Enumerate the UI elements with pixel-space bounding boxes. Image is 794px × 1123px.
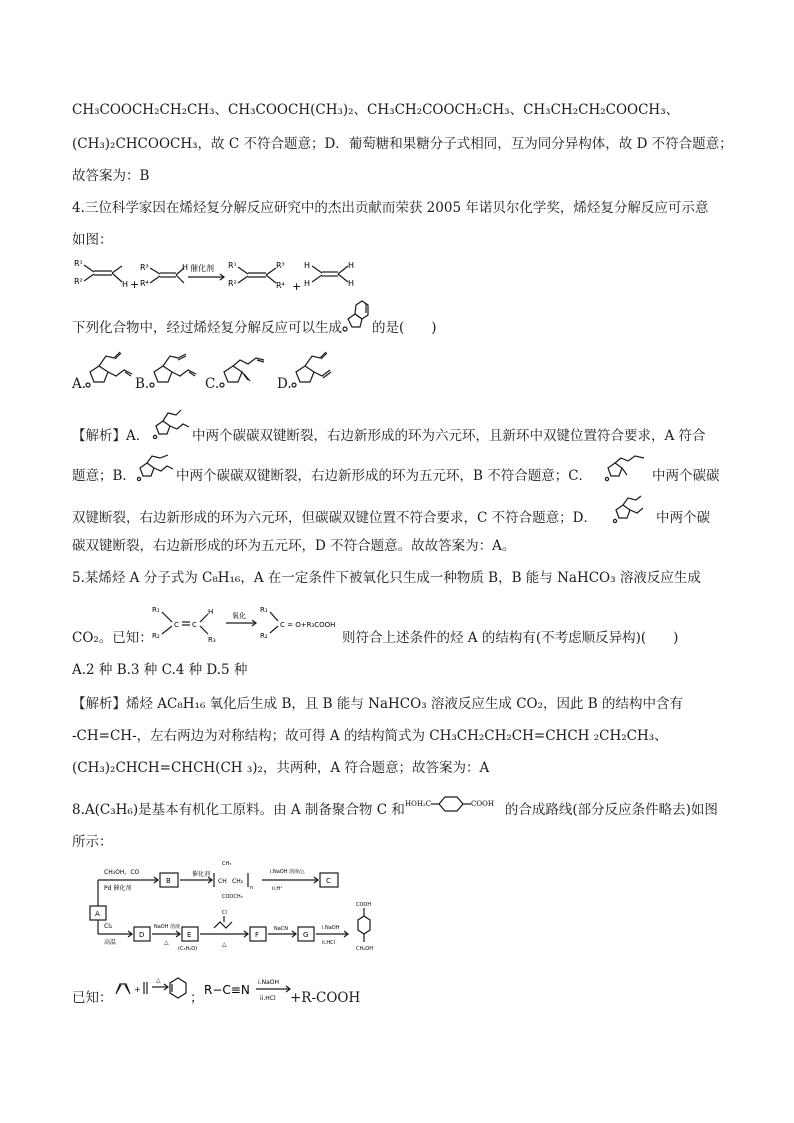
nacn-label: NaCN [274,926,289,932]
analysis-label: 【解析】A． [72,428,150,444]
text-line: 所示： [72,834,113,850]
h-label: H [208,608,214,616]
option-a-molecule [84,350,134,390]
plus-sign: + [134,985,141,994]
catalyst-label: 催化剂 [192,871,211,878]
hoh2c-label: HOH₂C [404,799,431,808]
box-f: F [255,931,260,939]
r1-label: R₁ [260,606,268,614]
text-line: 如图： [72,232,113,248]
h-label: H [122,280,129,289]
r1-label: R¹ [228,261,237,270]
r4-label: R⁴ [276,281,285,290]
option-c-molecule-inline [604,452,650,482]
text-fragment: 则符合上述条件的烃 A 的结构有(不考虑顺反异构)( ) [342,630,679,646]
cl2-label: Cl₂ [104,923,113,930]
metathesis-scheme [72,256,382,298]
ch-label: CH [218,878,227,885]
cl-label: Cl [222,910,227,916]
r1-label: R₁ [152,606,160,614]
e-formula-label: (C₃H₄O) [178,946,198,952]
question-5-stem: 5.某烯烃 A 分子式为 C₈H₁₆，A 在一定条件下被氧化只生成一种物质 B，B 能与 NaHCO₃ 溶液反应生成 [72,570,701,586]
r3-label: R₃ [208,636,216,644]
nitrile-hydrolysis-scheme [204,972,294,1006]
box-g: G [303,931,309,939]
option-c-label: C. [205,376,220,392]
delta-label: △ [156,977,161,984]
target-molecule-icon [342,319,372,339]
option-d-label: D. [277,376,292,392]
analysis-text: 【解析】烯烃 AC₈H₁₆ 氧化后生成 B，且 B 能与 NaHCO₃ 溶液反应生成 CO₂，因此 B 的结构中含有 [72,696,684,712]
text-line: 碳双键断裂，右边新形成的环为五元环，D 不符合题意。故故答案为：A。 [72,538,516,554]
text-fragment: 下列化合物中，经过烯烃复分解反应可以生成 [72,320,342,336]
option-a-molecule-inline [152,408,192,440]
text-line: 故答案为：B [72,168,150,184]
cooh-label: COOH [356,902,372,908]
r4-label: R⁴ [140,279,149,288]
text-line: (CH₃)₂CHCOOCH₃，故 C 不符合题意；D．葡萄糖和果糖分子式相同，互为同分异构体，故 D 不符合题意； [72,136,733,152]
box-c: C [326,877,331,885]
box-d: D [139,931,145,939]
separator: ； [190,990,204,1006]
catalyst-label: 催化剂 [190,264,214,273]
h-label: H [182,263,189,272]
hcl-label: ii.HCl [260,995,276,1002]
reagent-label: CH₃OH，CO [104,869,140,876]
option-b-molecule [148,350,200,390]
question-4-question [72,318,437,339]
h-label: H [348,261,355,270]
oxidation-scheme [150,602,340,646]
text-fragment: +R-COOH [290,990,361,1006]
text-line: -CH=CH-，左右两边为对称结构；故可得 A 的结构简式为 CH₃CH₂CH₂CH=CHCH ₂CH₂CH₃、 [72,728,668,744]
synthesis-route-diagram [80,858,390,960]
nitrile-label: R−C≡N [204,983,250,997]
ch3-label: CH₃ [222,861,232,867]
h-label: H [304,279,311,288]
cooch3-label: COOCH₃ [222,894,243,900]
hcl-label: ii.HCl [322,940,336,946]
option-c-molecule [218,350,272,390]
r2-label: R₂ [260,632,268,640]
delta-label: △ [222,941,227,948]
text-fragment: 中两个碳 [656,510,710,526]
box-b: B [166,877,171,885]
diels-alder-scheme [112,970,188,1004]
question-8-stem [72,800,718,821]
r3-label: R³ [140,263,149,272]
option-b-label: B. [135,376,150,392]
text-fragment: CO₂。已知： [72,630,153,646]
cooh-label: COOH [470,799,494,808]
text-fragment: 的合成路线(部分反应条件略去)如图 [504,802,718,818]
text-line: (CH₃)₂CHCH=CHCH(CH ₃)₂，共两种，A 符合题意；故答案为：A [72,760,490,776]
text-fragment: 中两个碳碳双键断裂，右边新形成的环为六元环，且新环中双键位置符合要求，A 符合 [192,428,706,444]
option-d-molecule [290,350,340,390]
r2-label: R₂ [152,632,160,640]
ch2-label: CH₂ [232,878,244,885]
option-d-molecule-inline [612,494,652,524]
h-label: H [304,261,311,270]
catalyst-label: Pd 催化剂 [104,885,132,892]
r1-label: R¹ [74,259,83,268]
naoh-label: i.NaOH [258,979,279,986]
box-a: A [95,910,100,918]
text-fragment: 中两个碳碳 [652,468,720,484]
c-label: C [174,621,179,629]
option-a-label: A. [72,376,87,392]
naoh-label: NaOH 溶液 [154,924,181,930]
r2-label: R² [228,279,237,288]
delta-label: △ [164,939,169,946]
plus-sign: + [130,278,140,291]
acid-label: ii.H⁺ [272,886,283,892]
known-label: 已知： [72,990,113,1006]
c-label: C [192,621,197,629]
plus-sign: + [292,280,302,293]
n-label: n [250,885,254,891]
text-fragment: 的是( ) [372,320,437,336]
text-fragment: 题意；B． [72,468,136,484]
h-label: H [348,279,355,288]
naoh-label: i.NaOH [322,925,340,931]
target-compound-icon [405,801,505,821]
box-e: E [187,931,192,939]
text-fragment: 8.A(C₃H₆)是基本有机化工原料。由 A 制备聚合物 C 和 [72,802,405,818]
text-fragment: 中两个碳碳双键断裂，右边新形成的环为五元环，B 不符合题意；C． [176,468,593,484]
r3-label: R³ [276,261,285,270]
text-fragment: 双键断裂，右边新形成的环为六元环，但碳碳双键位置不符合要求，C 不符合题意；D． [72,510,597,526]
question-4-stem: 4.三位科学家因在烯烃复分解反应研究中的杰出贡献而荣获 2005 年诺贝尔化学奖，烯烃复分解反应可示意 [72,200,709,216]
option-b-molecule-inline [136,452,176,482]
oxidation-label: 氧化 [232,612,246,620]
question-5-options: A.2 种 B.3 种 C.4 种 D.5 种 [72,662,248,678]
ch2oh-label: CH₂OH [356,946,373,952]
hydrolysis-label: i.NaOH 溶液/△ [270,869,305,875]
text-line: CH₃COOCH₂CH₂CH₃、CH₃COOCH(CH₃)₂、CH₃CH₂COOCH₂CH₃、CH₃CH₂CH₂COOCH₃、 [72,102,680,118]
high-temp-label: 高温 [104,939,117,946]
product-label: C = O+R₃COOH [280,621,336,629]
r2-label: R² [74,277,83,286]
